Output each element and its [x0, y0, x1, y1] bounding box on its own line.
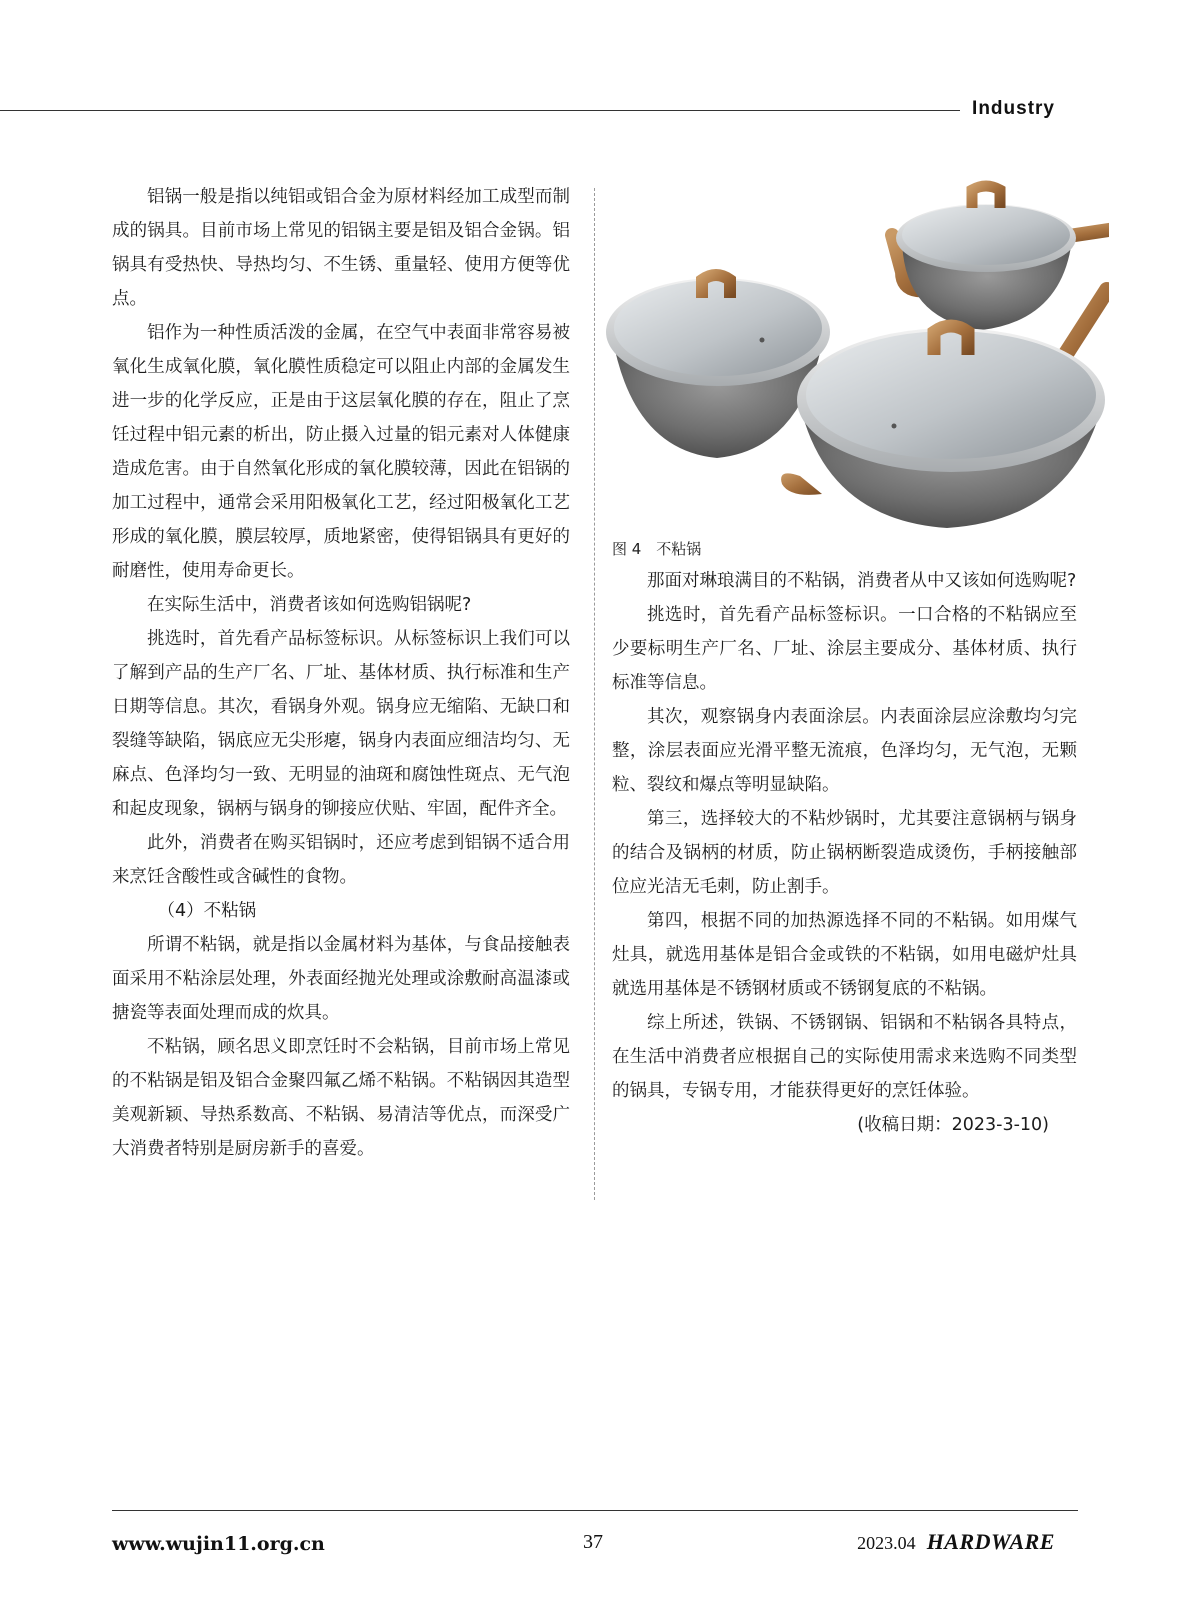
back-pot-illustration: [892, 186, 1109, 330]
received-date: (收稿日期：2023-3-10): [857, 1115, 1049, 1135]
magazine-name: HARDWARE: [926, 1529, 1055, 1554]
paragraph: 铝作为一种性质活泼的金属，在空气中表面非常容易被氧化生成氧化膜，氧化膜性质稳定可以阻止内部的金属发生进一步的化学反应，正是由于这层氧化膜的存在，阻止了烹饪过程中铝元素的析出，防止摄入过量的铝元素对人体健康造成危害。由于自然氧化形成的氧化膜较薄，因此在铝锅的加工过程中，通常会采用阳极氧化工艺，经过阳极氧化工艺形成的氧化膜，膜层较厚，质地紧密，使得铝锅具有更好的耐磨性，使用寿命更长。: [112, 323, 570, 581]
paragraph: 第四，根据不同的加热源选择不同的不粘锅。如用煤气灶具，就选用基体是铝合金或铁的不粘锅，如用电磁炉灶具就选用基体是不锈钢材质或不锈钢复底的不粘锅。: [612, 911, 1077, 999]
issue-number: 2023.04: [857, 1533, 916, 1553]
paragraph: 挑选时，首先看产品标签标识。从标签标识上我们可以了解到产品的生产厂名、厂址、基体材质、执行标准和生产日期等信息。其次，看锅身外观。锅身应无缩陷、无缺口和裂缝等缺陷，锅底应无尖形瘪，锅身内表面应细洁均匀、无麻点、色泽均匀一致、无明显的油斑和腐蚀性斑点、无气泡和起皮现象，锅柄与锅身的铆接应伏贴、牢固，配件齐全。: [112, 629, 570, 819]
left-column: [112, 180, 570, 1166]
nonstick-pans-illustration: [602, 180, 1109, 534]
footer-rule: [112, 1510, 1078, 1511]
paragraph: 在实际生活中，消费者该如何选购铝锅呢?: [147, 595, 472, 615]
page-number: 37: [583, 1531, 603, 1553]
paragraph: 此外，消费者在购买铝锅时，还应考虑到铝锅不适合用来烹饪含酸性或含碱性的食物。: [112, 833, 570, 887]
footer-url: www.wujin11.org.cn: [112, 1533, 325, 1555]
section-heading: （4）不粘锅: [157, 901, 257, 921]
paragraph: 不粘锅，顾名思义即烹饪时不会粘锅，目前市场上常见的不粘锅是铝及铝合金聚四氟乙烯不粘锅。不粘锅因其造型美观新颖、导热系数高、不粘锅、易清洁等优点，而深受广大消费者特别是厨房新手的喜爱。: [112, 1037, 570, 1159]
paragraph: 铝锅一般是指以纯铝或铝合金为原材料经加工成型而制成的锅具。目前市场上常见的铝锅主要是铝及铝合金锅。铝锅具有受热快、导热均匀、不生锈、重量轻、使用方便等优点。: [112, 187, 570, 309]
right-column: [612, 180, 1077, 1142]
footer-issue: [857, 1529, 1055, 1555]
paragraph: 所谓不粘锅，就是指以金属材料为基体，与食品接触表面采用不粘涂层处理，外表面经抛光处理或涂敷耐高温漆或搪瓷等表面处理而成的炊具。: [112, 935, 570, 1023]
cookware-figure: [602, 180, 1109, 534]
column-divider: [594, 188, 595, 1200]
paragraph: 那面对琳琅满目的不粘锅，消费者从中又该如何选购呢?: [647, 571, 1077, 591]
header-rule: [0, 110, 960, 111]
paragraph: 挑选时，首先看产品标签标识。一口合格的不粘锅应至少要标明生产厂名、厂址、涂层主要成分、基体材质、执行标准等信息。: [612, 605, 1077, 693]
left-wok-illustration: [606, 275, 830, 458]
paragraph: 综上所述，铁锅、不锈钢锅、铝锅和不粘锅各具特点，在生活中消费者应根据自己的实际使用需求来选购不同类型的锅具，专锅专用，才能获得更好的烹饪体验。: [612, 1013, 1077, 1101]
front-wok-illustration: [781, 290, 1107, 528]
paragraph: 其次，观察锅身内表面涂层。内表面涂层应涂敷均匀完整，涂层表面应光滑平整无流痕，色泽均匀，无气泡，无颗粒、裂纹和爆点等明显缺陷。: [612, 707, 1077, 795]
paragraph: 第三，选择较大的不粘炒锅时，尤其要注意锅柄与锅身的结合及锅柄的材质，防止锅柄断裂造成烫伤，手柄接触部位应光洁无毛刺，防止割手。: [612, 809, 1077, 897]
figure-caption: 图 4 不粘锅: [612, 540, 702, 558]
section-tag: Industry: [972, 98, 1055, 119]
